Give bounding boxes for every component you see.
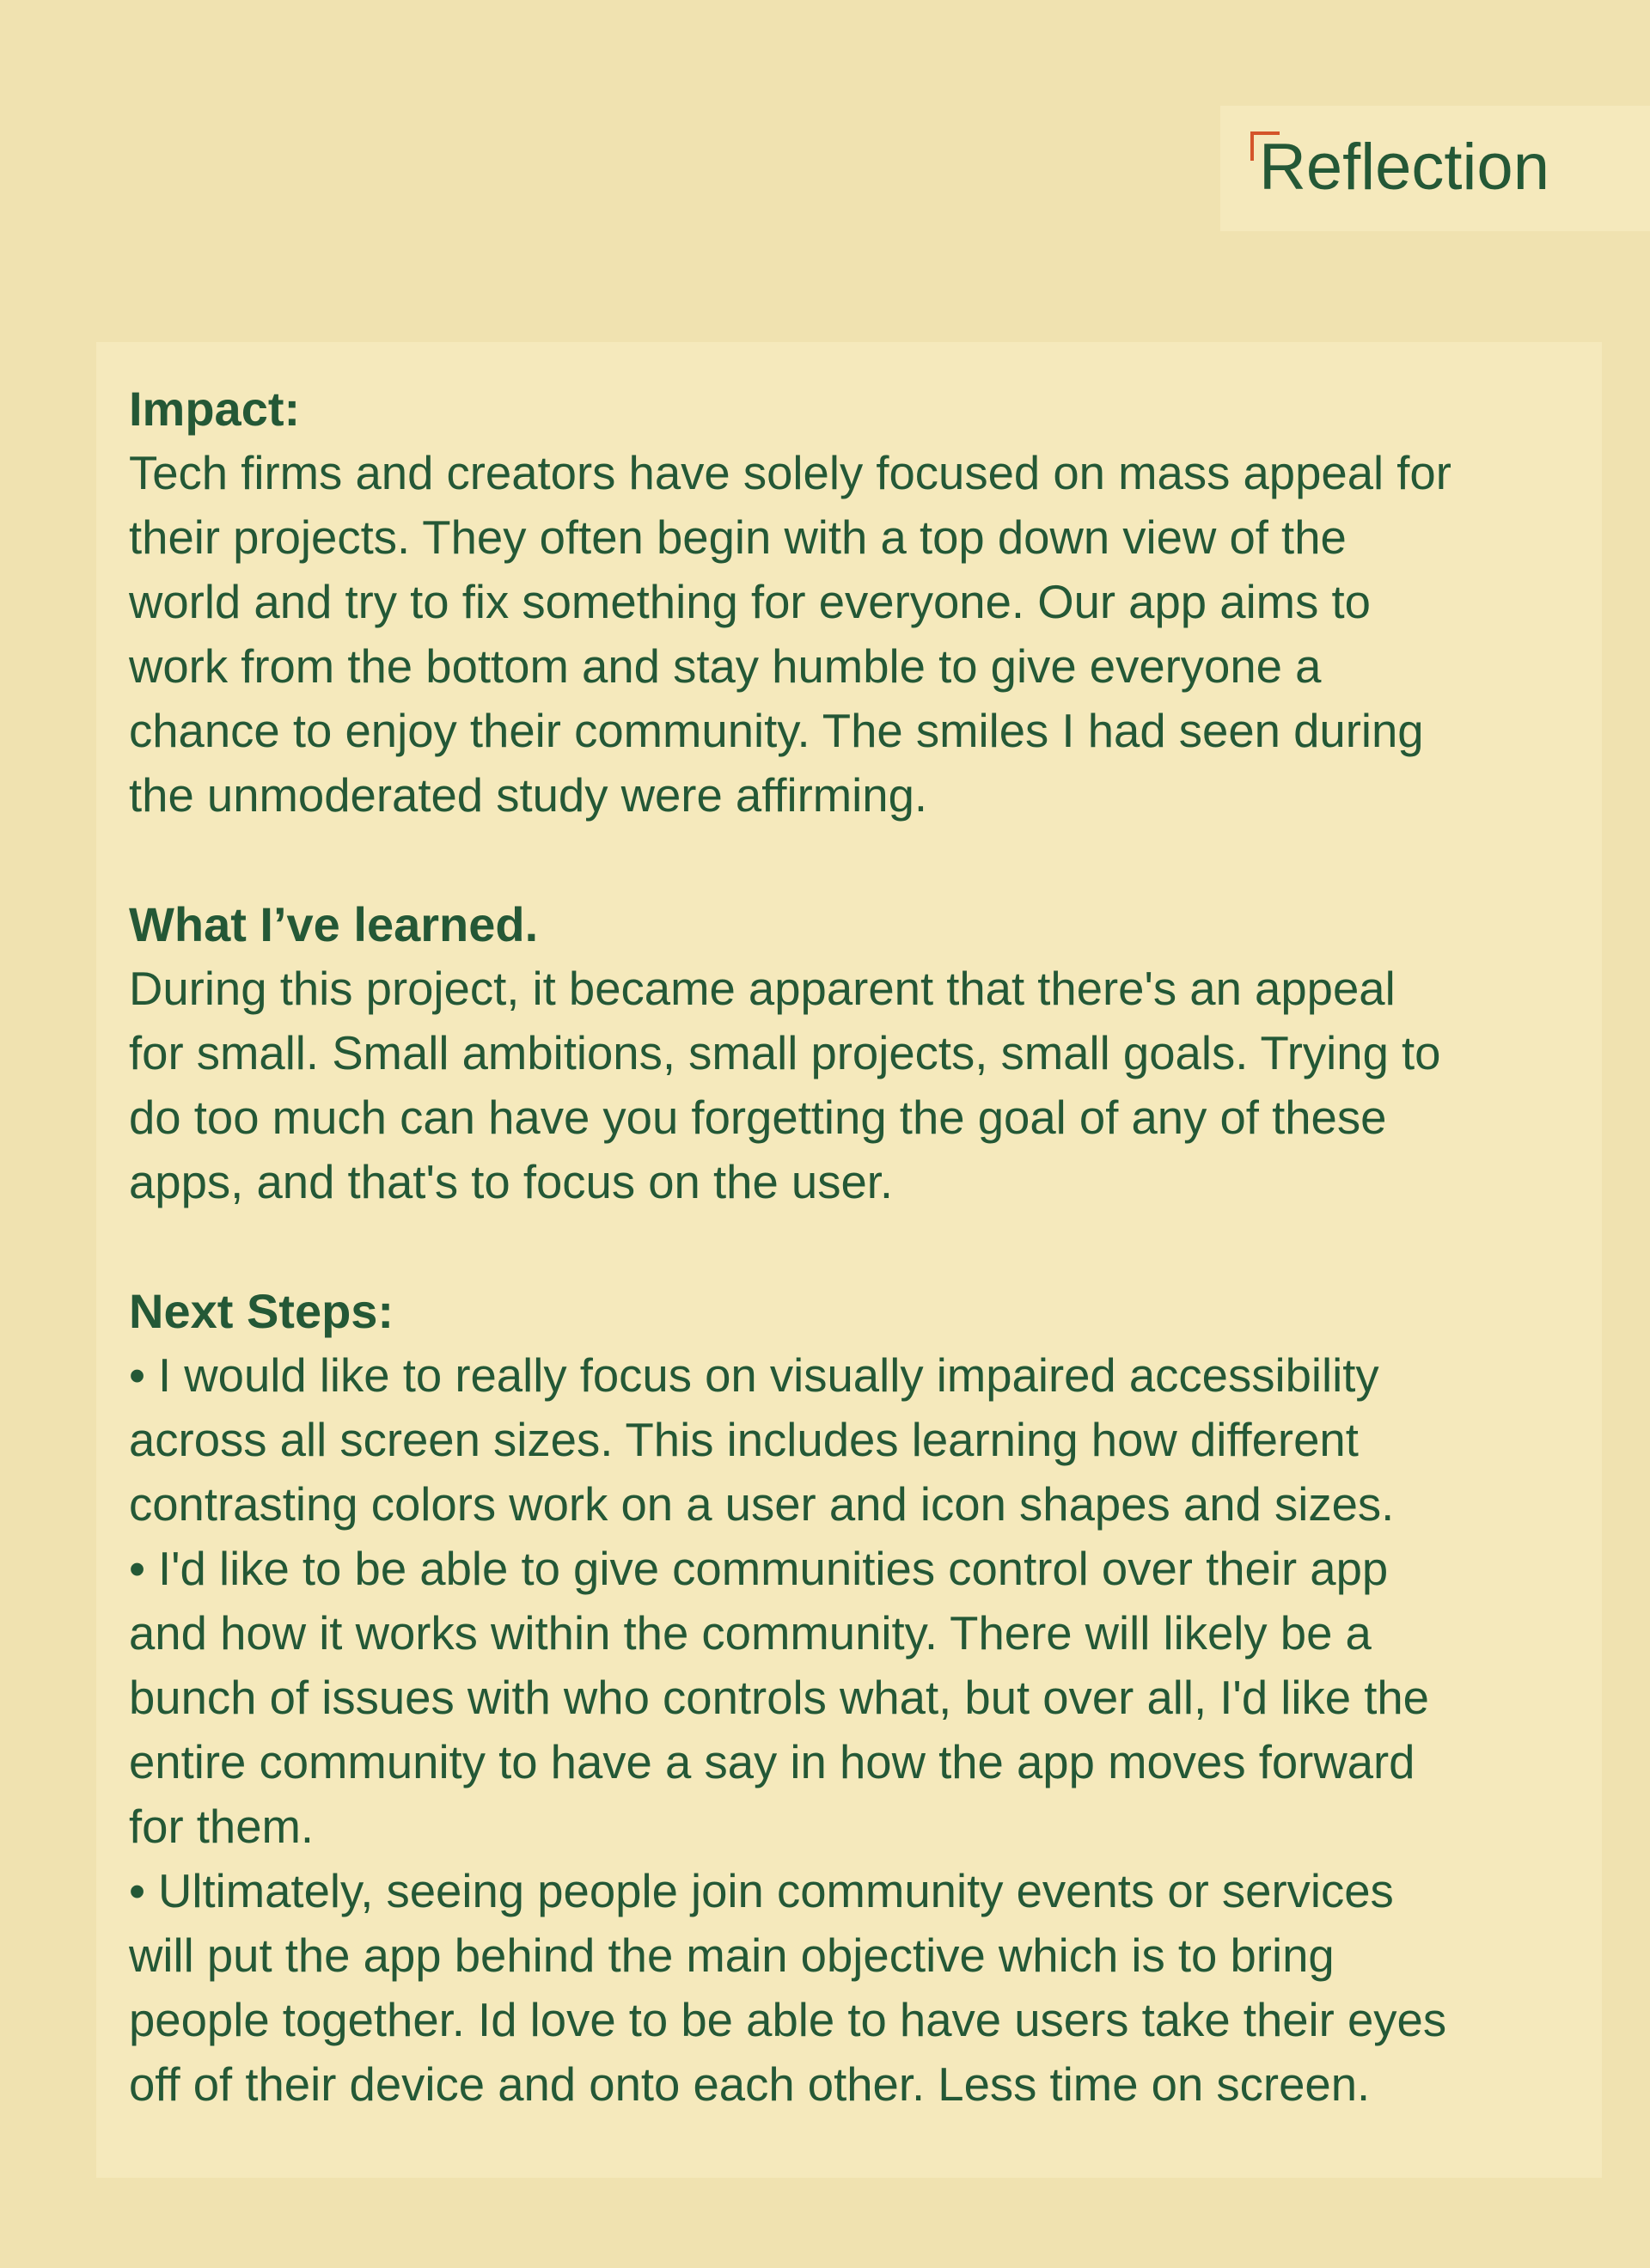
- bullet-icon: •: [129, 1865, 146, 1917]
- bullet-text: I would like to really focus on visually impaired accessibility: [158, 1349, 1379, 1402]
- paragraph-line: chance to enjoy their community. The smiles I had seen during: [129, 705, 1424, 757]
- section-heading: Next Steps:: [129, 1284, 394, 1338]
- page-title: Reflection: [1259, 131, 1549, 204]
- paragraph-line: the unmoderated study were affirming.: [129, 769, 928, 822]
- section-impact: [129, 376, 1576, 828]
- section-heading: What I’ve learned.: [129, 897, 539, 951]
- paragraph-line: their projects. They often begin with a top down view of the: [129, 511, 1347, 564]
- paragraph-line: people together. Id love to be able to have users take their eyes: [129, 1994, 1447, 2046]
- paragraph-line: contrasting colors work on a user and icon shapes and sizes.: [129, 1478, 1395, 1531]
- bullet-first-line: [129, 1537, 1576, 1601]
- paragraph-line: work from the bottom and stay humble to give everyone a: [129, 640, 1322, 693]
- paragraph-line: During this project, it became apparent that there's an appeal: [129, 963, 1396, 1015]
- section-learned: [129, 892, 1576, 1214]
- bullet-icon: •: [129, 1349, 146, 1402]
- paragraph-line: apps, and that's to focus on the user.: [129, 1156, 894, 1208]
- paragraph-line: entire community to have a say in how the app moves forward: [129, 1736, 1415, 1788]
- paragraph-line: will put the app behind the main objective which is to bring: [129, 1929, 1335, 1982]
- bullet-first-line: [129, 1343, 1576, 1408]
- bullet-icon: •: [129, 1543, 146, 1595]
- paragraph-line: across all screen sizes. This includes learning how different: [129, 1414, 1359, 1466]
- paragraph-line: bunch of issues with who controls what, but over all, I'd like the: [129, 1672, 1429, 1724]
- paragraph-line: world and try to fix something for everyone. Our app aims to: [129, 576, 1371, 628]
- paragraph-line: and how it works within the community. There will likely be a: [129, 1607, 1372, 1660]
- section-spacer: [129, 828, 1576, 892]
- title-banner: [1220, 106, 1650, 231]
- bullet-item: [129, 1537, 1576, 1859]
- section-spacer: [129, 1214, 1576, 1279]
- paragraph-line: off of their device and onto each other. Less time on screen.: [129, 2058, 1371, 2111]
- bullet-item: [129, 1859, 1576, 2117]
- bullet-text: Ultimately, seeing people join community events or services: [158, 1865, 1394, 1917]
- bullet-item: [129, 1343, 1576, 1537]
- section-next-steps: [129, 1279, 1576, 2117]
- paragraph-line: for them.: [129, 1800, 315, 1853]
- bullet-first-line: [129, 1859, 1576, 1923]
- bullet-text: I'd like to be able to give communities control over their app: [158, 1543, 1389, 1595]
- paragraph-line: Tech firms and creators have solely focused on mass appeal for: [129, 447, 1451, 499]
- reflection-panel: [96, 342, 1602, 2178]
- section-heading: Impact:: [129, 382, 301, 436]
- paragraph-line: do too much can have you forgetting the goal of any of these: [129, 1091, 1387, 1144]
- paragraph-line: for small. Small ambitions, small projects, small goals. Trying to: [129, 1027, 1441, 1079]
